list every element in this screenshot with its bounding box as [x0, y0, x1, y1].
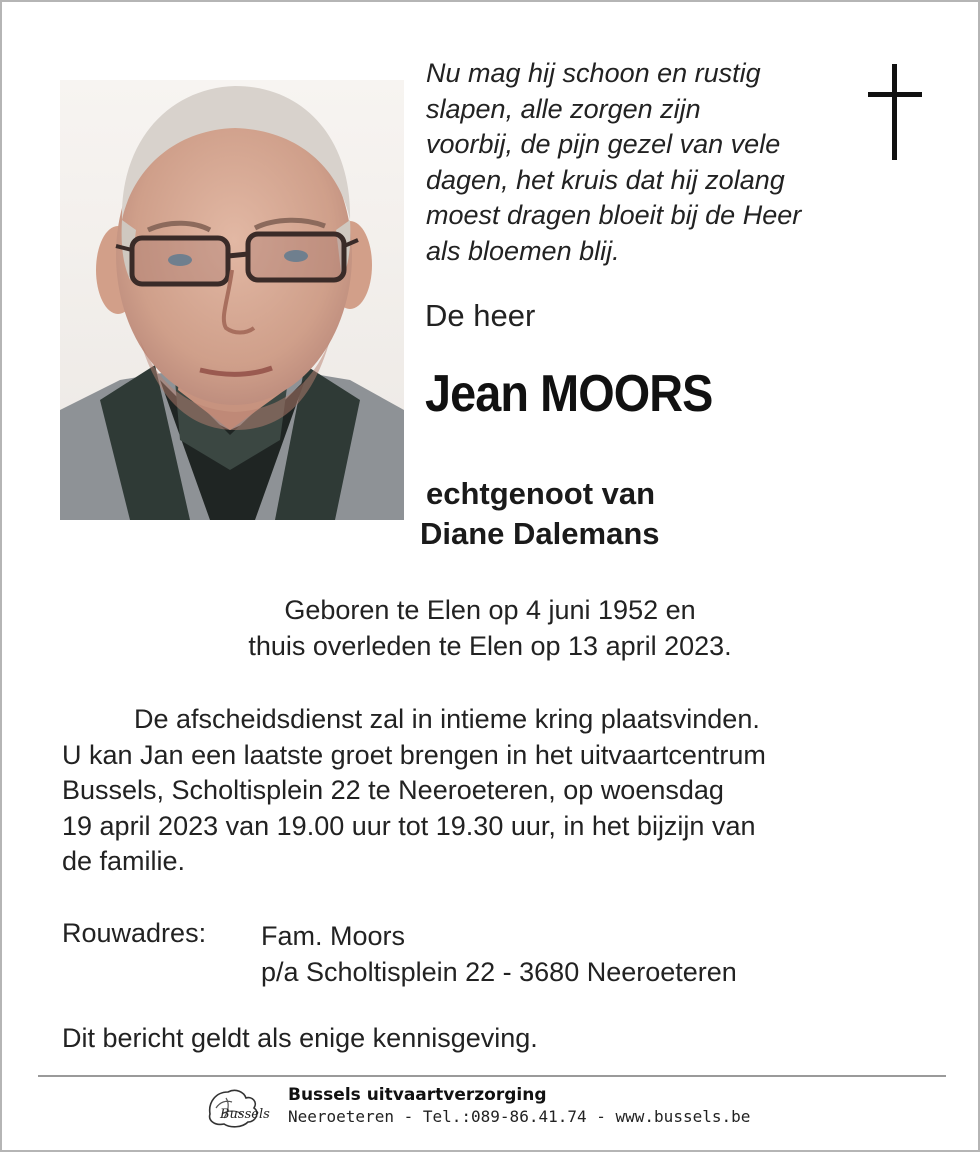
latin-cross-icon — [868, 64, 922, 160]
mourning-address — [261, 918, 737, 990]
service-line: Bussels, Scholtisplein 22 te Neeroeteren, op woensdag — [62, 775, 724, 805]
spouse-name: Diane Dalemans — [420, 516, 660, 551]
bussels-logo — [202, 1084, 278, 1132]
service-line: 19 april 2023 van 19.00 uur tot 19.30 uur, in het bijzijn van — [62, 810, 756, 841]
poem-line: voorbij, de pijn gezel van vele — [426, 129, 781, 159]
service-line: de familie. — [62, 846, 186, 876]
portrait-photo — [60, 80, 404, 520]
poem-line: Nu mag hij schoon en rustig — [426, 58, 761, 88]
address-line: p/a Scholtisplein 22 - 3680 Neeroeteren — [261, 957, 737, 987]
poem-line: moest dragen bloeit bij de Heer — [426, 200, 802, 230]
poem-line: als bloemen blij. — [426, 235, 620, 266]
funeral-home-contact: Neeroeteren - Tel.:089-86.41.74 - www.bussels.be — [288, 1107, 751, 1126]
poem-line: dagen, het kruis dat hij zolang — [426, 164, 785, 195]
service-line: De afscheidsdienst zal in intieme kring plaatsvinden. — [134, 704, 760, 734]
address-line: Fam. Moors — [261, 921, 406, 951]
funeral-home-name: Bussels uitvaartverzorging — [288, 1085, 547, 1105]
birth-death-dates — [2, 592, 978, 664]
deceased-name: Jean MOORS — [425, 365, 713, 423]
relation-label: echtgenoot van — [426, 476, 656, 511]
mourning-address-label: Rouwadres: — [62, 918, 207, 948]
service-details — [62, 702, 942, 880]
poem-line: slapen, alle zorgen zijn — [426, 93, 701, 124]
salutation: De heer — [425, 298, 536, 333]
birth-line: Geboren te Elen op 4 juni 1952 en — [284, 595, 696, 625]
service-line: U kan Jan een laatste groet brengen in het uitvaartcentrum — [62, 739, 766, 770]
svg-text:Bussels: Bussels — [220, 1107, 270, 1122]
death-line: thuis overleden te Elen op 13 april 2023. — [248, 631, 732, 661]
notice-text: Dit bericht geldt als enige kennisgeving. — [62, 1023, 538, 1053]
footer-divider — [38, 1075, 946, 1077]
poem — [426, 56, 866, 269]
